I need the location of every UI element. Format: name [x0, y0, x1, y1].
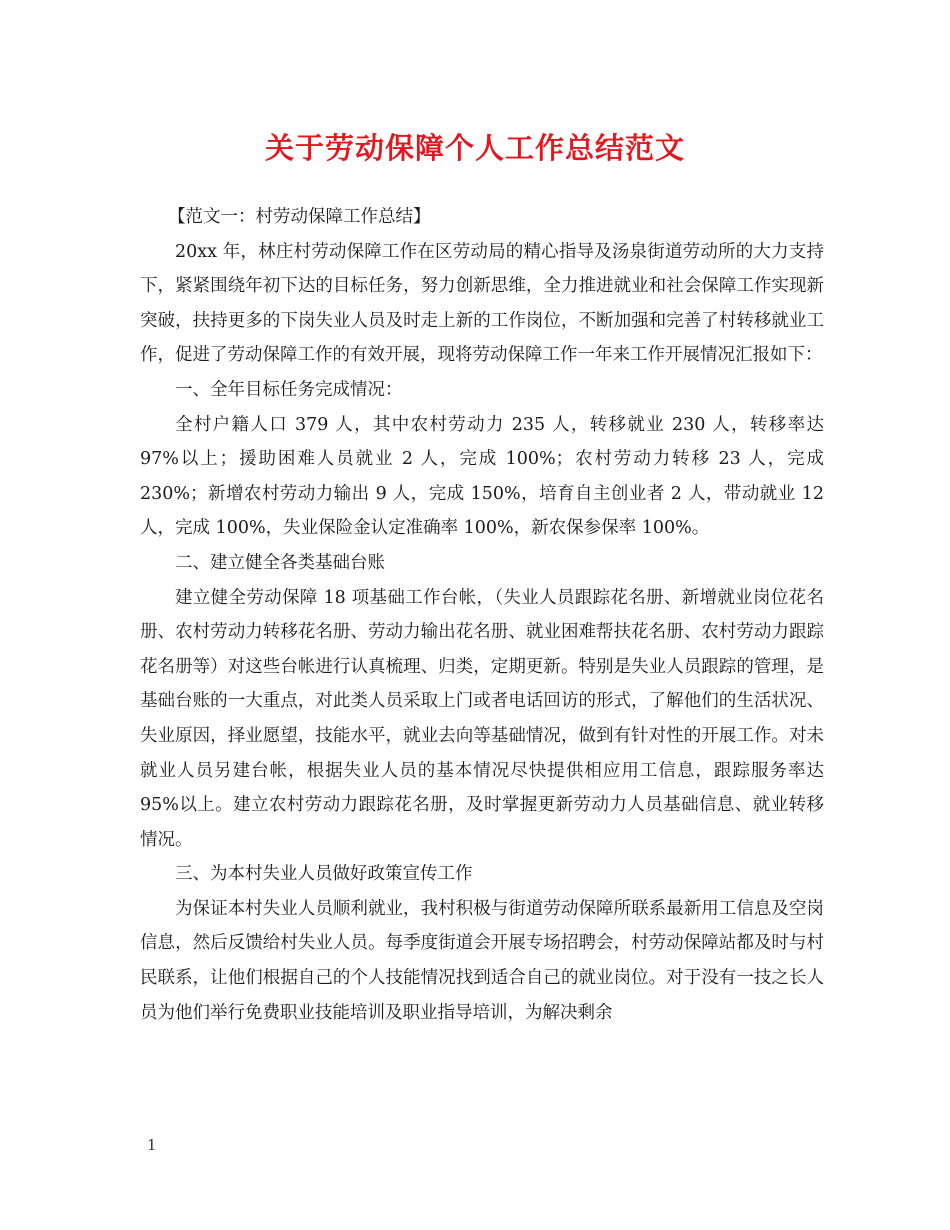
paragraph-ledgers: 建立健全劳动保障 18 项基础工作台帐，（失业人员跟踪花名册、新增就业岗位花名册、农村劳动力转移花名册、劳动力输出花名册、就业困难帮扶花名册、农村劳动力跟踪花名册等）对这些台帐进行认真梳理、归类，定期更新。特别是失业人员跟踪的管理，是基础台账的一大重点，对此类人员采取上门或者电话回访的形式，了解他们的生活状况、失业原因，择业愿望，技能水平，就业去向等基础情况，做到有针对性的开展工作。对未就业人员另建台帐，根据失业人员的基本情况尽快提供相应用工信息，跟踪服务率达 95%以上。建立农村劳动力跟踪花名册，及时掌握更新劳动力人员基础信息、就业转移情况。 [140, 587, 824, 850]
paragraph-targets: 全村户籍人口 379 人，其中农村劳动力 235 人，转移就业 230 人，转移率达 97%以上；援助困难人员就业 2 人，完成 100%；农村劳动力转移 23 人，完成 230%；新增农村劳动力输出 9 人，完成 150%，培育自主创业者 2 人，带动就业 12 人，完成 100%，失业保险金认定准确率 100%，新农保参保率 100%。 [140, 414, 824, 539]
paragraph-publicity: 为保证本村失业人员顺利就业，我村积极与街道劳动保障所联系最新用工信息及空岗信息，然后反馈给村失业人员。每季度街道会开展专场招聘会，村劳动保障站都及时与村民联系，让他们根据自己的个人技能情况找到适合自己的就业岗位。对于没有一技之长人员为他们举行免费职业技能培训及职业指导培训，为解决剩余 [140, 898, 824, 1023]
section-label: 【范文一：村劳动保障工作总结】 [168, 207, 431, 227]
section-heading-2: 二、建立健全各类基础台账 [175, 552, 385, 573]
document-title: 关于劳动保障个人工作总结范文 [264, 131, 685, 165]
paragraph-intro: 20xx 年，林庄村劳动保障工作在区劳动局的精心指导及汤泉街道劳动所的大力支持下，紧紧围绕年初下达的目标任务，努力创新思维，全力推进就业和社会保障工作实现新突破，扶持更多的下岗失业人员及时走上新的工作岗位，不断加强和完善了村转移就业工作，促进了劳动保障工作的有效开展，现将劳动保障工作一年来工作开展情况汇报如下： [140, 241, 824, 366]
page-number: 1 [147, 1136, 157, 1154]
section-heading-1: 一、全年目标任务完成情况： [175, 379, 403, 400]
section-heading-3: 三、为本村失业人员做好政策宣传工作 [175, 864, 473, 885]
document-body [140, 200, 824, 1030]
